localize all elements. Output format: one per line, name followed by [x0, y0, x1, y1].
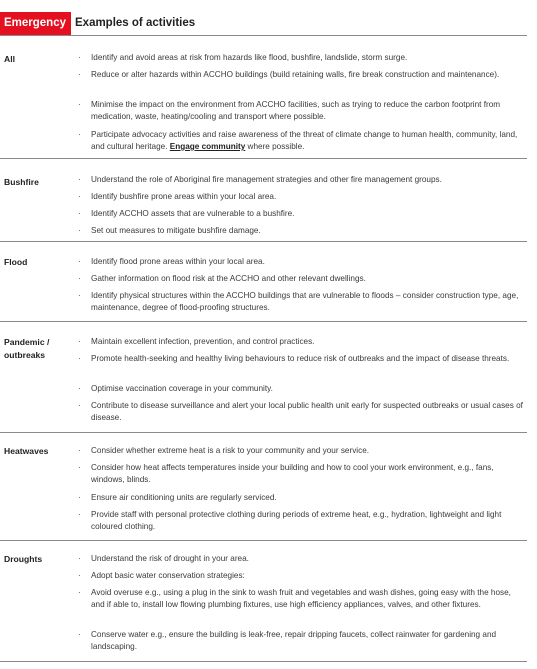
list-item: · Gather information on flood risk at the ACCHO and other relevant dwellings.	[78, 274, 366, 283]
row-droughts	[0, 541, 527, 662]
bullet-icon: ·	[78, 274, 81, 283]
row-label-droughts: Droughts	[4, 554, 43, 564]
bullet-icon: ·	[78, 257, 81, 266]
list-item: · Maintain excellent infection, prevention, and control practices.	[78, 337, 315, 346]
bullet-icon: ·	[78, 493, 81, 502]
list-item: · Consider how heat affects temperatures inside your building and how to cool your work environment, e.g., fans, windows, blinds.	[78, 463, 494, 484]
bullet-icon: ·	[78, 571, 81, 580]
bullet-icon: ·	[78, 401, 81, 410]
list-item: · Identify ACCHO assets that are vulnerable to a bushfire.	[78, 209, 295, 218]
row-label-all: All	[4, 54, 15, 64]
list-item: · Understand the role of Aboriginal fire management strategies and other fire management groups.	[78, 175, 442, 184]
row-bushfire	[0, 159, 527, 242]
bullet-icon: ·	[78, 588, 81, 597]
table-header	[0, 12, 527, 36]
row-label-heatwaves: Heatwaves	[4, 446, 49, 456]
row-pandemic	[0, 322, 527, 433]
bullet-icon: ·	[78, 337, 81, 346]
engage-community-link[interactable]: Engage community	[169, 142, 246, 151]
row-label-bushfire: Bushfire	[4, 177, 39, 187]
list-item: · Promote health-seeking and healthy living behaviours to reduce risk of outbreaks and the impact of disease threats.	[78, 354, 510, 363]
bullet-icon: ·	[78, 192, 81, 201]
bullet-icon: ·	[78, 100, 81, 109]
list-item: · Minimise the impact on the environment from ACCHO facilities, such as trying to reduce the carbon footprint from medication, waste, heating/cooling and transport where possible.	[78, 100, 501, 121]
bullet-icon: ·	[78, 175, 81, 184]
list-item: · Optimise vaccination coverage in your community.	[78, 384, 273, 393]
list-item: · Reduce or alter hazards within ACCHO buildings (build retaining walls, fire break construction and maintenance).	[78, 70, 500, 79]
row-flood	[0, 242, 527, 322]
list-item: · Identify and avoid areas at risk from hazards like flood, bushfire, landslide, storm surge.	[78, 53, 408, 62]
list-item: · Adopt basic water conservation strategies:	[78, 571, 245, 580]
bullet-icon: ·	[78, 291, 81, 300]
list-item: · Contribute to disease surveillance and alert your local public health unit early for suspected outbreaks or usual cases of disease.	[78, 401, 523, 422]
list-item: · Ensure air conditioning units are regularly serviced.	[78, 493, 277, 502]
bullet-icon: ·	[78, 384, 81, 393]
header-examples: Examples of activities	[75, 17, 196, 29]
list-item: · Identify physical structures within the ACCHO buildings that are vulnerable to floods – consider construction type, age, maintenance, degree of flood-proofing structures.	[78, 291, 519, 312]
bullet-icon: ·	[78, 446, 81, 455]
list-item: · Understand the risk of drought in your area.	[78, 554, 249, 563]
row-label-pandemic: Pandemic / outbreaks	[4, 337, 50, 360]
list-item: · Set out measures to mitigate bushfire damage.	[78, 226, 261, 235]
row-all	[0, 36, 527, 159]
bullet-icon: ·	[78, 130, 81, 139]
bullet-icon: ·	[78, 53, 81, 62]
list-item: · Identify bushfire prone areas within your local area.	[78, 192, 277, 201]
list-item: · Provide staff with personal protective clothing during periods of extreme heat, e.g., hydration, lightweight and light coloured clothing.	[78, 510, 502, 531]
bullet-icon: ·	[78, 209, 81, 218]
bullet-icon: ·	[78, 463, 81, 472]
bullet-icon: ·	[78, 510, 81, 519]
list-item: · Identify flood prone areas within your local area.	[78, 257, 265, 266]
list-item: · Participate advocacy activities and raise awareness of the threat of climate change to human health, community, land, and cultural heritage. Engage community where possible.	[78, 130, 518, 151]
bullet-icon: ·	[78, 554, 81, 563]
header-emergency: Emergency	[0, 12, 71, 35]
row-heatwaves	[0, 433, 527, 541]
list-item: · Consider whether extreme heat is a risk to your community and your service.	[78, 446, 370, 455]
row-label-flood: Flood	[4, 257, 28, 267]
bullet-icon: ·	[78, 354, 81, 363]
list-item: · Conserve water e.g., ensure the building is leak-free, repair dripping faucets, collect rainwater for gardening and landscaping.	[78, 630, 497, 651]
list-item: · Avoid overuse e.g., using a plug in the sink to wash fruit and vegetables and wash dishes, going easy with the hose, and if able to, install low flowing plumbing fixtures, use high efficiency appliances, valves, and other fixtures.	[78, 588, 511, 609]
bullet-icon: ·	[78, 630, 81, 639]
bullet-icon: ·	[78, 226, 81, 235]
bullet-icon: ·	[78, 70, 81, 79]
